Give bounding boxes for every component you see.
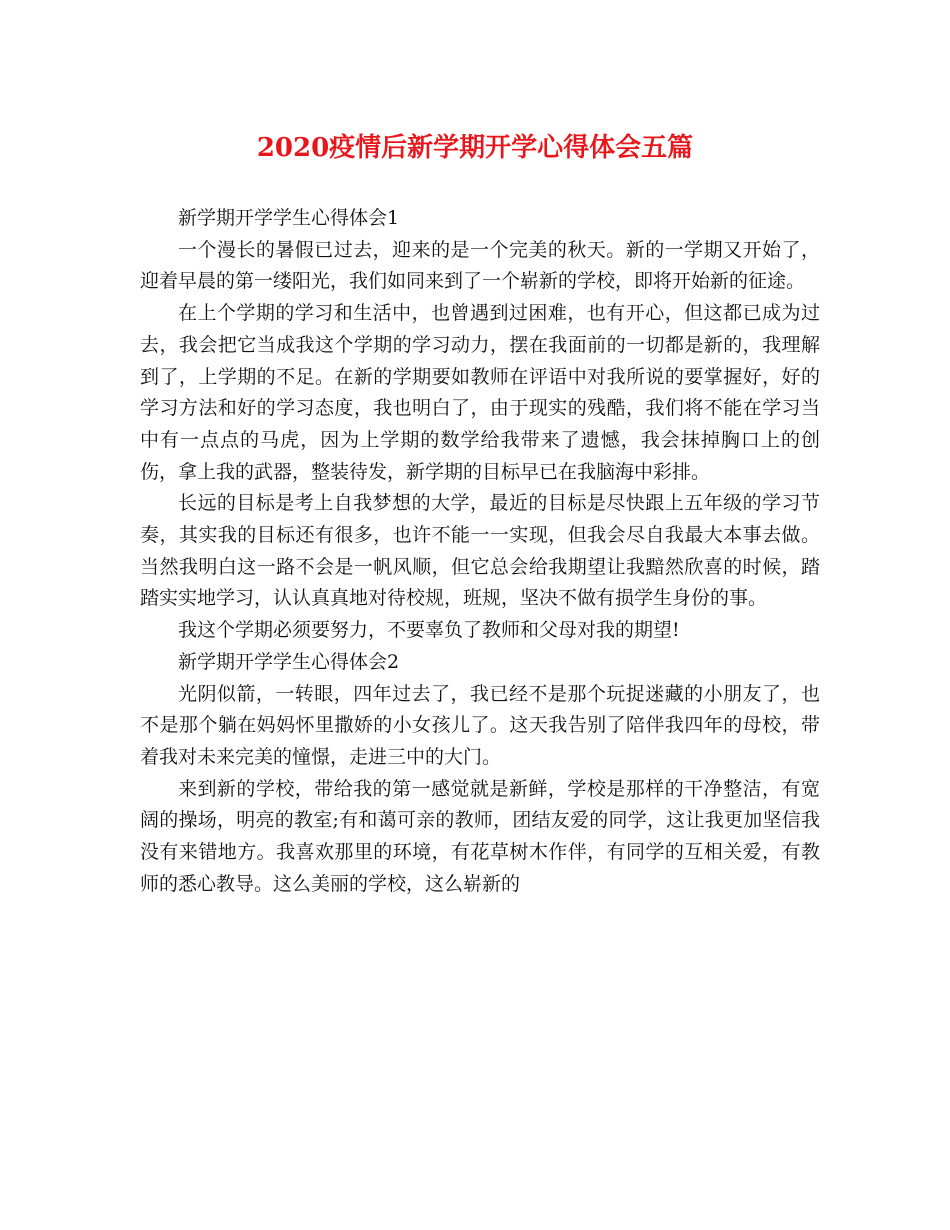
paragraph: 我这个学期必须要努力，不要辜负了教师和父母对我的期望! bbox=[178, 619, 680, 642]
document-title: 2020疫情后新学期开学心得体会五篇 bbox=[256, 133, 694, 163]
section-heading-2: 新学期开学学生心得体会2 bbox=[178, 650, 400, 673]
paragraph: 在上个学期的学习和生活中，也曾遇到过困难，也有开心，但这都已成为过去，我会把它当成我这个学期的学习动力，摆在我面前的一切都是新的，我理解到了，上学期的不足。在新的学期要如教师在评语中对我所说的要掌握好，好的学习方法和好的学习态度，我也明白了，由于现实的残酷，我们将不能在学习当中有一点点的马虎，因为上学期的数学给我带来了遗憾，我会抹掉胸口上的创伤，拿上我的武器，整装待发，新学期的目标早已在我脑海中彩排。 bbox=[140, 302, 820, 483]
paragraph: 来到新的学校，带给我的第一感觉就是新鲜，学校是那样的干净整洁，有宽阔的操场，明亮的教室;有和蔼可亲的教师，团结友爱的同学，这让我更加坚信我没有来错地方。我喜欢那里的环境，有花草树木作伴，有同学的互相关爱，有教师的悉心教导。这么美丽的学校，这么崭新的 bbox=[140, 777, 820, 895]
document-body bbox=[140, 203, 820, 900]
paragraph: 一个漫长的暑假已过去，迎来的是一个完美的秋天。新的一学期又开始了，迎着早晨的第一缕阳光，我们如同来到了一个崭新的学校，即将开始新的征途。 bbox=[140, 238, 820, 293]
section-heading-1: 新学期开学学生心得体会1 bbox=[178, 207, 400, 229]
paragraph: 光阴似箭，一转眼，四年过去了，我已经不是那个玩捉迷藏的小朋友了，也不是那个躺在妈妈怀里撒娇的小女孩儿了。这天我告别了陪伴我四年的母校，带着我对未来完美的憧憬，走进三中的大门。 bbox=[140, 682, 820, 768]
paragraph: 长远的目标是考上自我梦想的大学，最近的目标是尽快跟上五年级的学习节奏，其实我的目标还有很多，也许不能一一实现，但我会尽自我最大本事去做。当然我明白这一路不会是一帆风顺，但它总会给我期望让我黯然欣喜的时候，踏踏实实地学习，认认真真地对待校规，班规，坚决不做有损学生身份的事。 bbox=[140, 492, 820, 610]
